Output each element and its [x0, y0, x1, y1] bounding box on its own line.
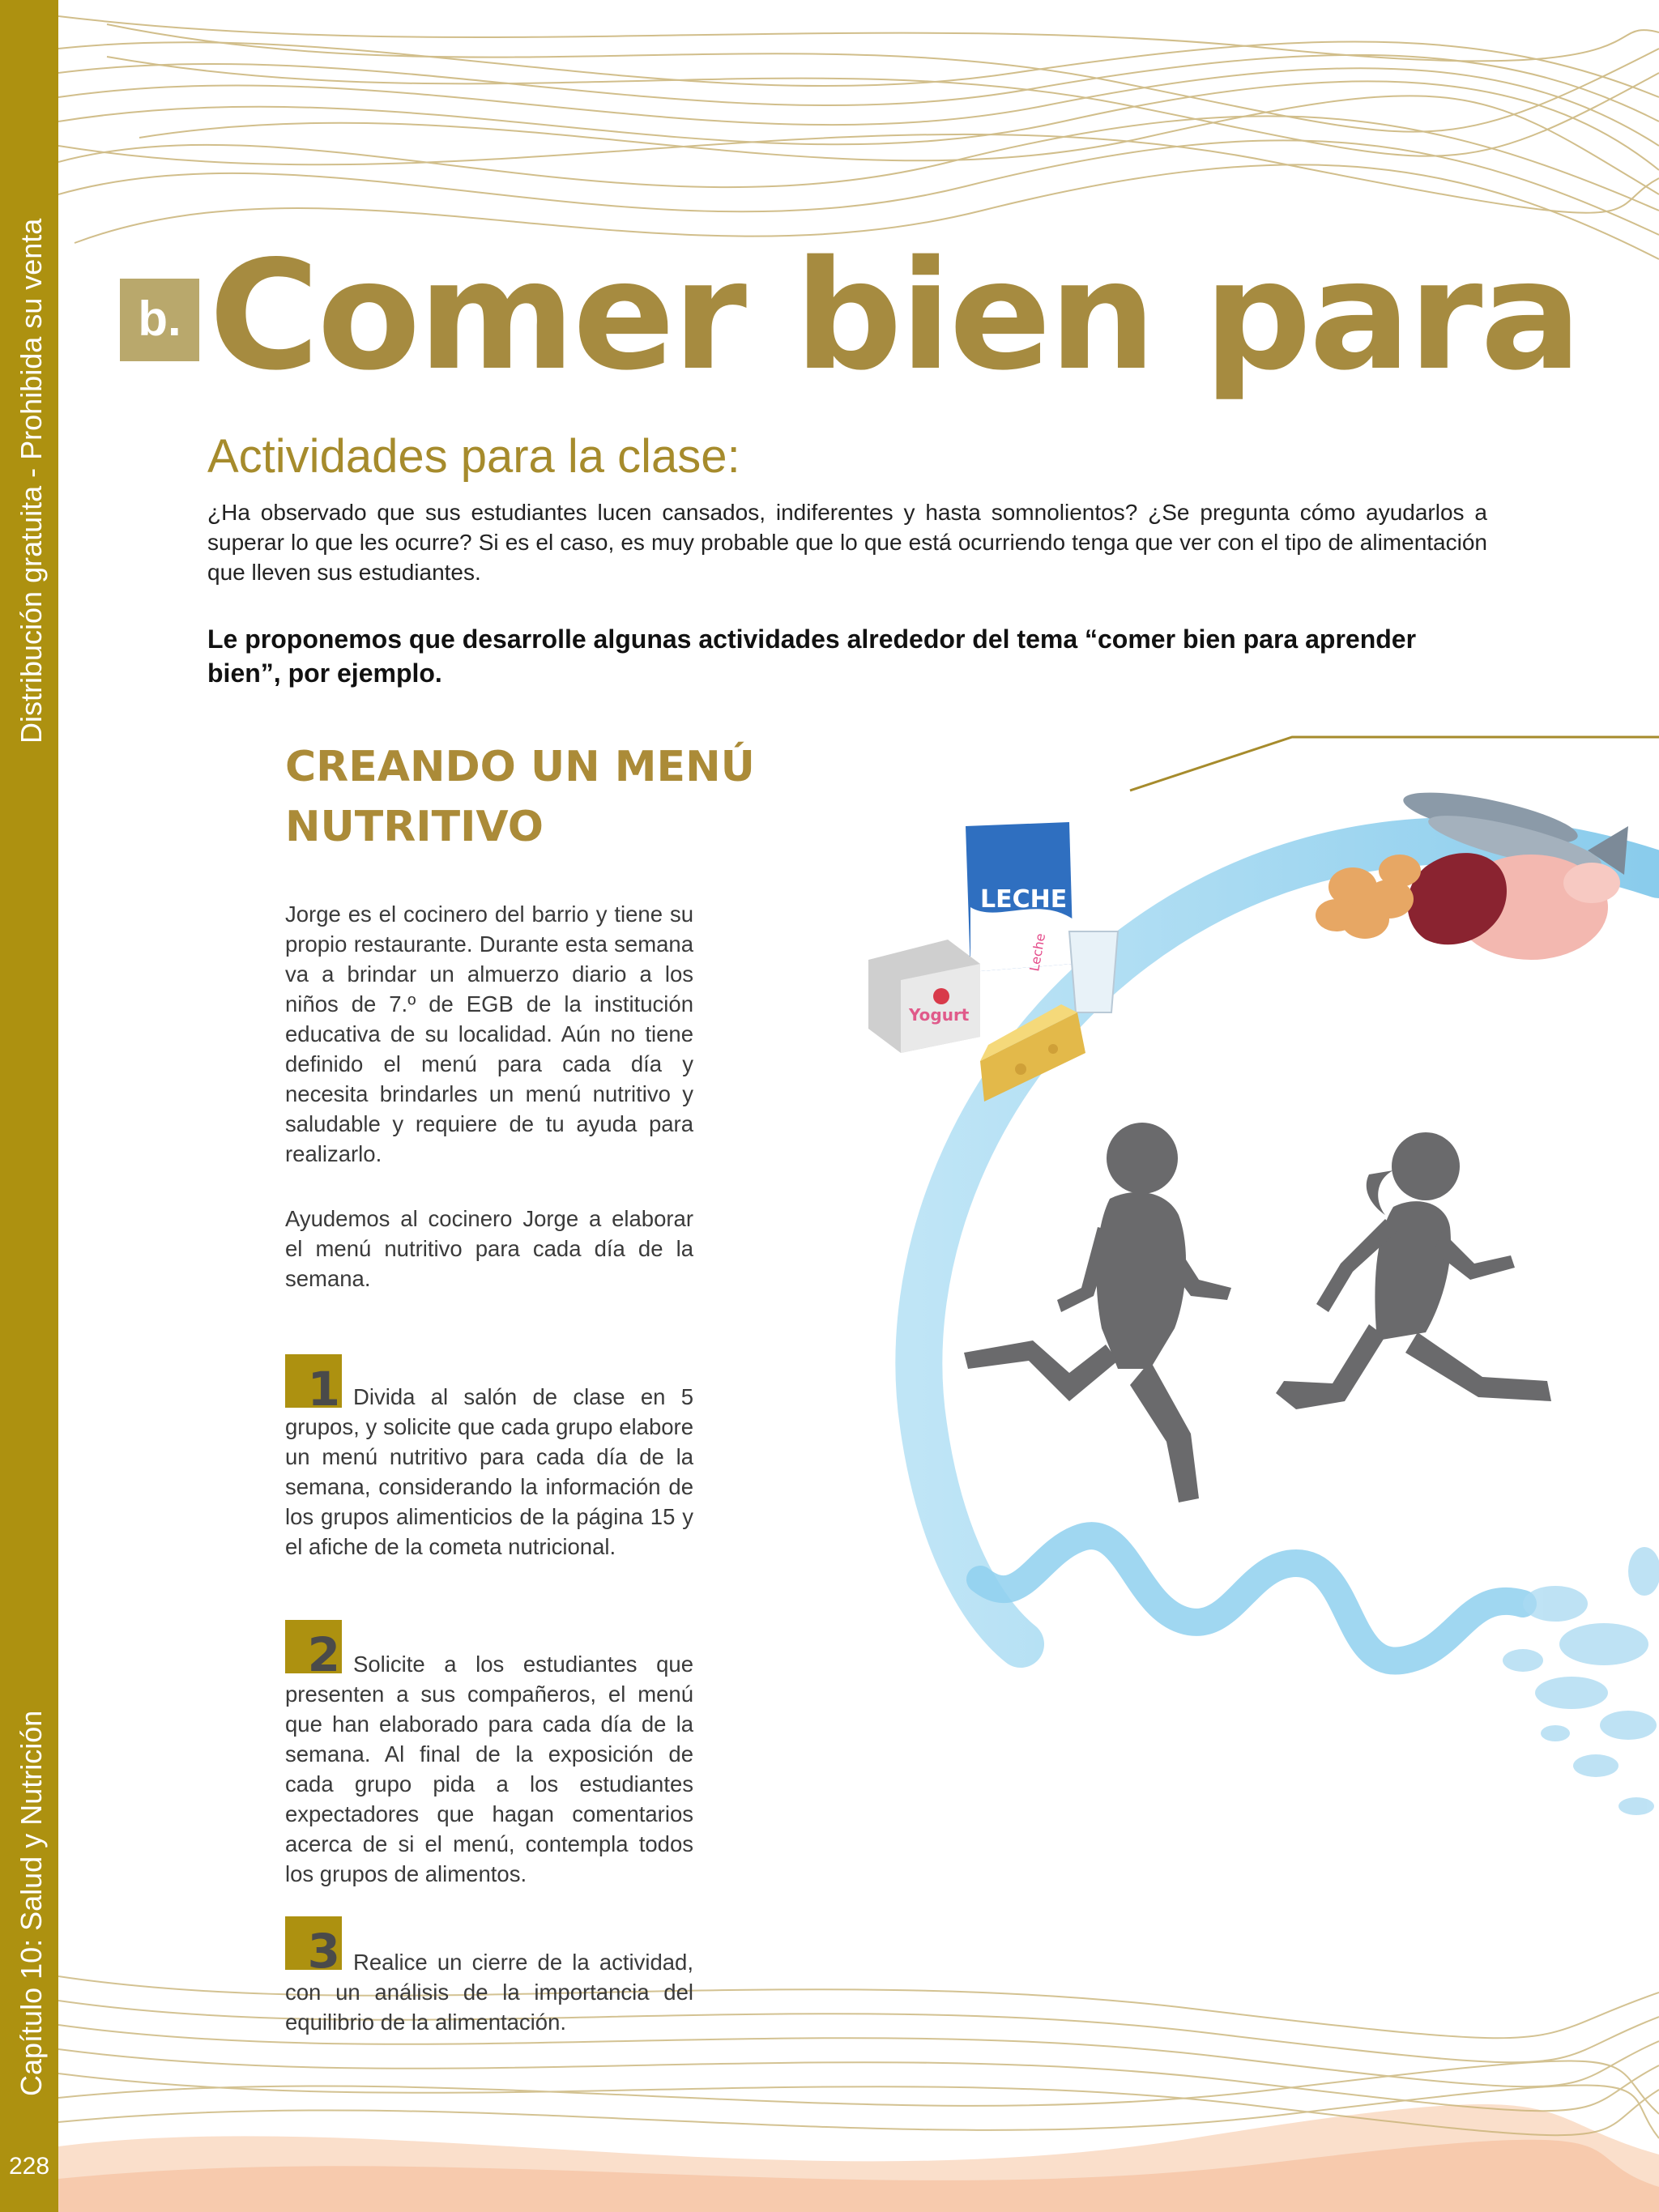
water-splash — [1503, 1547, 1659, 1815]
step-2 — [285, 1649, 693, 1889]
accent-line — [1130, 737, 1659, 791]
step-2-number: 2 — [307, 1627, 340, 1682]
lecha-label: Leche — [1026, 931, 1049, 973]
comet-tail — [980, 1536, 1523, 1660]
milk-label: LECHE — [980, 885, 1068, 914]
page-number: 228 — [8, 2153, 50, 2180]
proposal-paragraph: Le proponemos que desarrolle algunas actividades alrededor del tema “comer bien para aprender bien”, por ejemplo. — [207, 624, 1417, 688]
activities-heading: Actividades para la clase: — [207, 430, 740, 483]
step-2-text: Solicite a los estudiantes que presenten a sus compañeros, el menú que han elaborado para cada día de la semana. Al final de la exposición de cada grupo pida a los estudiantes expectadores que hagan comentarios acerca de si el menú, contempla todos los grupos de alimentos. — [285, 1652, 693, 1886]
step-3 — [285, 1947, 693, 2037]
step-3-number: 3 — [307, 1924, 340, 1979]
yogurt-label: Yogurt — [909, 1005, 970, 1025]
yogurt-box-icon — [868, 940, 980, 1053]
step-1-text: Divida al salón de clase en 5 grupos, y solicite que cada grupo elabore un menú nutritivo para cada día de la semana, considerando la información de los grupos alimenticios de la página 15 y el afiche de la cometa nutricional. — [285, 1384, 693, 1559]
milk-carton-icon — [966, 822, 1073, 973]
running-boy-silhouette — [964, 1123, 1231, 1502]
step-1 — [285, 1382, 693, 1562]
section-letter-badge: b. — [120, 279, 199, 361]
chapter-label: Capítulo 10: Salud y Nutrición — [15, 1710, 48, 2096]
milk-glass-icon — [1069, 931, 1118, 1012]
story-paragraph: Jorge es el cocinero del barrio y tiene su propio restaurante. Durante esta semana va a brindar un almuerzo diario a los niños de 7.º de EGB de la institución educativa de su localidad. Aún no tiene definido el menú para cada día y necesita brindarles un menú nutritivo y saludable y requiere de tu ayuda para realizarlo. — [285, 901, 693, 1166]
distribution-notice: Distribución gratuita - Prohibida su venta — [15, 218, 48, 744]
step-1-number: 1 — [307, 1362, 340, 1417]
nutrition-comet-illustration — [713, 729, 1659, 1993]
help-paragraph: Ayudemos al cocinero Jorge a elaborar el menú nutritivo para cada día de la semana. — [285, 1206, 693, 1291]
page-title: Comer bien para — [209, 228, 1580, 403]
intro-paragraph: ¿Ha observado que sus estudiantes lucen cansados, indiferentes y hasta somnolientos? ¿Se pregunta cómo ayudarlos a superar lo que les ocurre? Si es el caso, es muy probable que lo que está ocurriendo tenga que ver con el tipo de alimentación que lleven sus estudiantes. — [207, 500, 1487, 585]
activity-heading: CREANDO UN MENÚ NUTRITIVO — [285, 743, 755, 851]
step-3-text: Realice un cierre de la actividad, con un análisis de la importancia del equilibrio de la alimentación. — [285, 1950, 693, 2035]
running-girl-silhouette — [1276, 1132, 1551, 1409]
